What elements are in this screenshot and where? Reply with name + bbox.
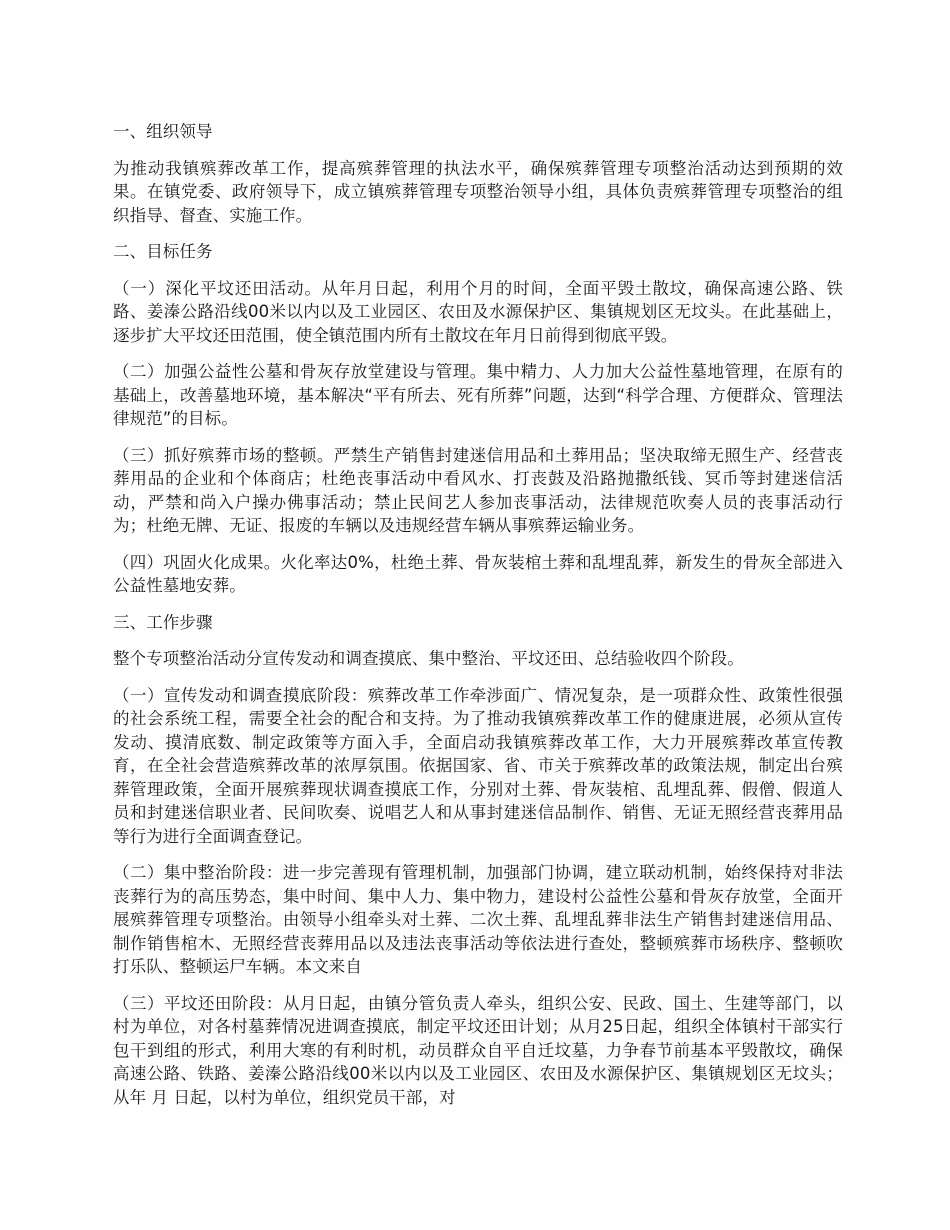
- paragraph-goal-2: （二）加强公益性公墓和骨灰存放堂建设与管理。集中精力、人力加大公益性墓地管理，在原有的基础上，改善墓地环境，基本解决“平有所去、死有所葬”问题，达到“科学合理、方便群众、管理法律规范”的目标。: [113, 362, 843, 428]
- section-heading-goals: 二、目标任务: [113, 242, 213, 261]
- paragraph-organization-body: 为推动我镇殡葬改革工作，提高殡葬管理的执法水平，确保殡葬管理专项整治活动达到预期的效果。在镇党委、政府领导下，成立镇殡葬管理专项整治领导小组，具体负责殡葬管理专项整治的组织指导、督查、实施工作。: [113, 158, 843, 225]
- paragraph-steps-intro: 整个专项整治活动分宣传发动和调查摸底、集中整治、平坟还田、总结验收四个阶段。: [113, 649, 744, 668]
- paragraph-step-1: （一）宣传发动和调查摸底阶段：殡葬改革工作牵涉面广、情况复杂，是一项群众性、政策性很强的社会系统工程，需要全社会的配合和支持。为了推动我镇殡葬改革工作的健康进展，必须从宣传发动、摸清底数、制定政策等方面入手，全面启动我镇殡葬改革工作，大力开展殡葬改革宣传教育，在全社会营造殡葬改革的浓厚氛围。依据国家、省、市关于殡葬改革的政策法规，制定出台殡葬管理政策，全面开展殡葬现状调查摸底工作，分别对土葬、骨灰装棺、乱埋乱葬、假僧、假道人员和封建迷信职业者、民间吹奏、说唱艺人和从事封建迷信品制作、销售、无证无照经营丧葬用品等行为进行全面调查登记。: [113, 685, 843, 846]
- paragraph-goal-4: （四）巩固火化成果。火化率达0%，杜绝土葬、骨灰装棺土葬和乱埋乱葬，新发生的骨灰全部进入公益性墓地安葬。: [113, 552, 843, 595]
- paragraph-step-2: （二）集中整治阶段：进一步完善现有管理机制，加强部门协调，建立联动机制，始终保持对非法丧葬行为的高压势态，集中时间、集中人力、集中物力，建设村公益性公墓和骨灰存放堂，全面开展殡葬管理专项整治。由领导小组牵头对土葬、二次土葬、乱埋乱葬非法生产销售封建迷信用品、制作销售棺木、无照经营丧葬用品以及违法丧事活动等依法进行查处，整顿殡葬市场秩序、整顿吹打乐队、整顿运尸车辆。本文来自: [113, 863, 843, 976]
- section-heading-organization: 一、组织领导: [113, 122, 213, 141]
- document-page: [113, 120, 843, 1122]
- paragraph-step-3: （三）平坟还田阶段：从月日起，由镇分管负责人牵头，组织公安、民政、国土、生建等部门，以村为单位，对各村墓葬情况进调查摸底，制定平坟还田计划；从月25日起，组织全体镇村干部实行包干到组的形式，利用大寒的有利时机，动员群众自平自迁坟墓，力争春节前基本平毁散坟，确保高速公路、铁路、姜溱公路沿线00米以内以及工业园区、农田及水源保护区、集镇规划区无坟头；从年 月 日起，以村为单位，组织党员干部，对: [113, 993, 843, 1107]
- section-heading-steps: 三、工作步骤: [113, 612, 213, 632]
- paragraph-goal-3: （三）抓好殡葬市场的整顿。严禁生产销售封建迷信用品和土葬用品；坚决取缔无照生产、经营丧葬用品的企业和个体商店；杜绝丧事活动中看风水、打丧鼓及沿路抛撒纸钱、冥币等封建迷信活动，严禁和尚入户操办佛事活动；禁止民间艺人参加丧事活动，法律规范吹奏人员的丧事活动行为；杜绝无牌、无证、报废的车辆以及违规经营车辆从事殡葬运输业务。: [113, 445, 843, 535]
- paragraph-goal-1: （一）深化平坟还田活动。从年月日起，利用个月的时间，全面平毁土散坟，确保高速公路、铁路、姜溱公路沿线00米以内以及工业园区、农田及水源保护区、集镇规划区无坟头。在此基础上，逐步扩大平坟还田范围，使全镇范围内所有土散坟在年月日前得到彻底平毁。: [113, 278, 843, 345]
